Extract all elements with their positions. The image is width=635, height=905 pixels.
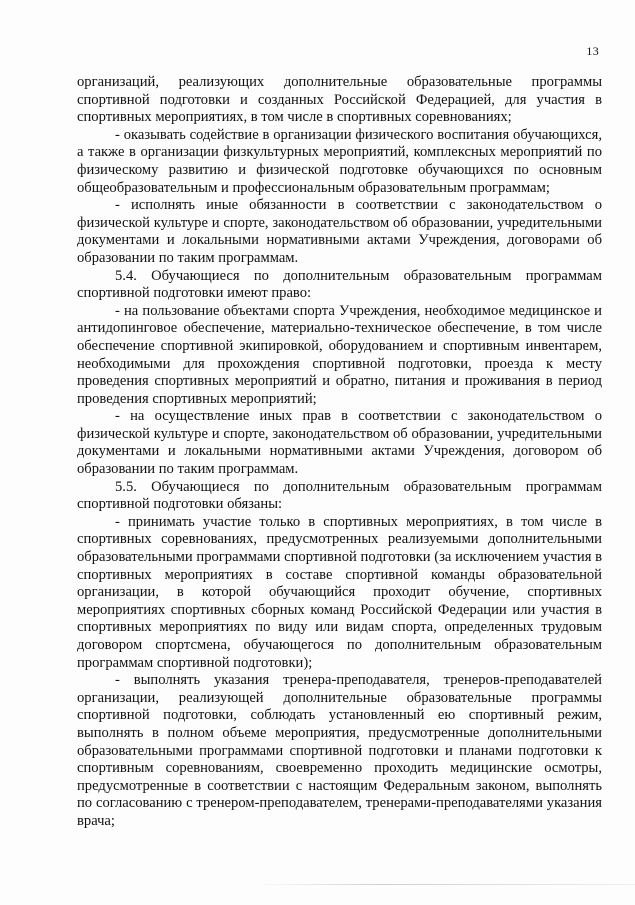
paragraph-obligation-follow-coach: - выполнять указания тренера-преподавателя, тренеров-преподавателей организации, реализующей дополнительные образовательные программы спортивной подготовки, соблюдать установленный ею спортивный режим, выполнять в полном объеме мероприятия, предусмотренные дополнительными образовательными программами спортивной подготовки и планами подготовки к спортивным соревнованиям, своевременно проходить медицинские осмотры, предусмотренные в соответствии с настоящим Федеральным законом, выполнять по согласованию с тренером-преподавателем, тренерами-преподавателями указания врача; (77, 672, 602, 829)
paragraph-section-5-5: 5.5. Обучающиеся по дополнительным образовательным программам спортивной подготовки обязаны: (77, 478, 602, 513)
paragraph-right-sport-facilities: - на пользование объектами спорта Учреждения, необходимое медицинское и антидопинговое обеспечение, материально-техническое обеспечение, в том числе обеспечение спортивной экипировкой, оборудованием и спортивным инвентарем, необходимыми для прохождения спортивной подготовки, проезда к месту проведения спортивных мероприятий и обратно, питания и проживания в период проведения спортивных мероприятий; (77, 302, 602, 407)
paragraph-duty-other-obligations: - исполнять иные обязанности в соответствии с законодательством о физической культуре и спорте, законодательством об образовании, учредительными документами и локальными нормативными актами Учреждения, договорами об образовании по таким программам. (77, 197, 602, 266)
scan-edge-divider (0, 884, 635, 885)
paragraph-continuation: организаций, реализующих дополнительные образовательные программы спортивной подготовки и созданных Российской Федерацией, для участия в спортивных мероприятиях, в том числе в спортивных соревнованиях; (77, 74, 602, 126)
paragraph-duty-physical-education: - оказывать содействие в организации физического воспитания обучающихся, а также в организации физкультурных мероприятий, комплексных мероприятий по физическому развитию и физической подготовке обучающихся по основным общеобразовательным и профессиональным образовательным программам; (77, 126, 602, 196)
paragraph-obligation-participation: - принимать участие только в спортивных мероприятиях, в том числе в спортивных соревнованиях, предусмотренных реализуемыми дополнительными образовательными программами спортивной подготовки (за исключением участия в спортивных мероприятиях в составе спортивной команды образовательной организации, в которой обучающийся проходит обучение, спортивных мероприятиях спортивных сборных команд Российской Федерации или участия в спортивных мероприятиях по виду или видам спорта, определенных трудовым договором спортсмена, обучающегося по дополнительным образовательным программам спортивной подготовки); (77, 513, 602, 671)
document-body (77, 74, 602, 831)
paragraph-section-5-4: 5.4. Обучающиеся по дополнительным образовательным программам спортивной подготовки имеют право: (77, 267, 602, 302)
page-number: 13 (586, 44, 599, 58)
paragraph-right-other-rights: - на осуществление иных прав в соответствии с законодательством о физической культуре и спорте, законодательством об образовании, учредительными документами и локальными нормативными актами Учреждения, договором об образовании по таким программам. (77, 408, 602, 478)
